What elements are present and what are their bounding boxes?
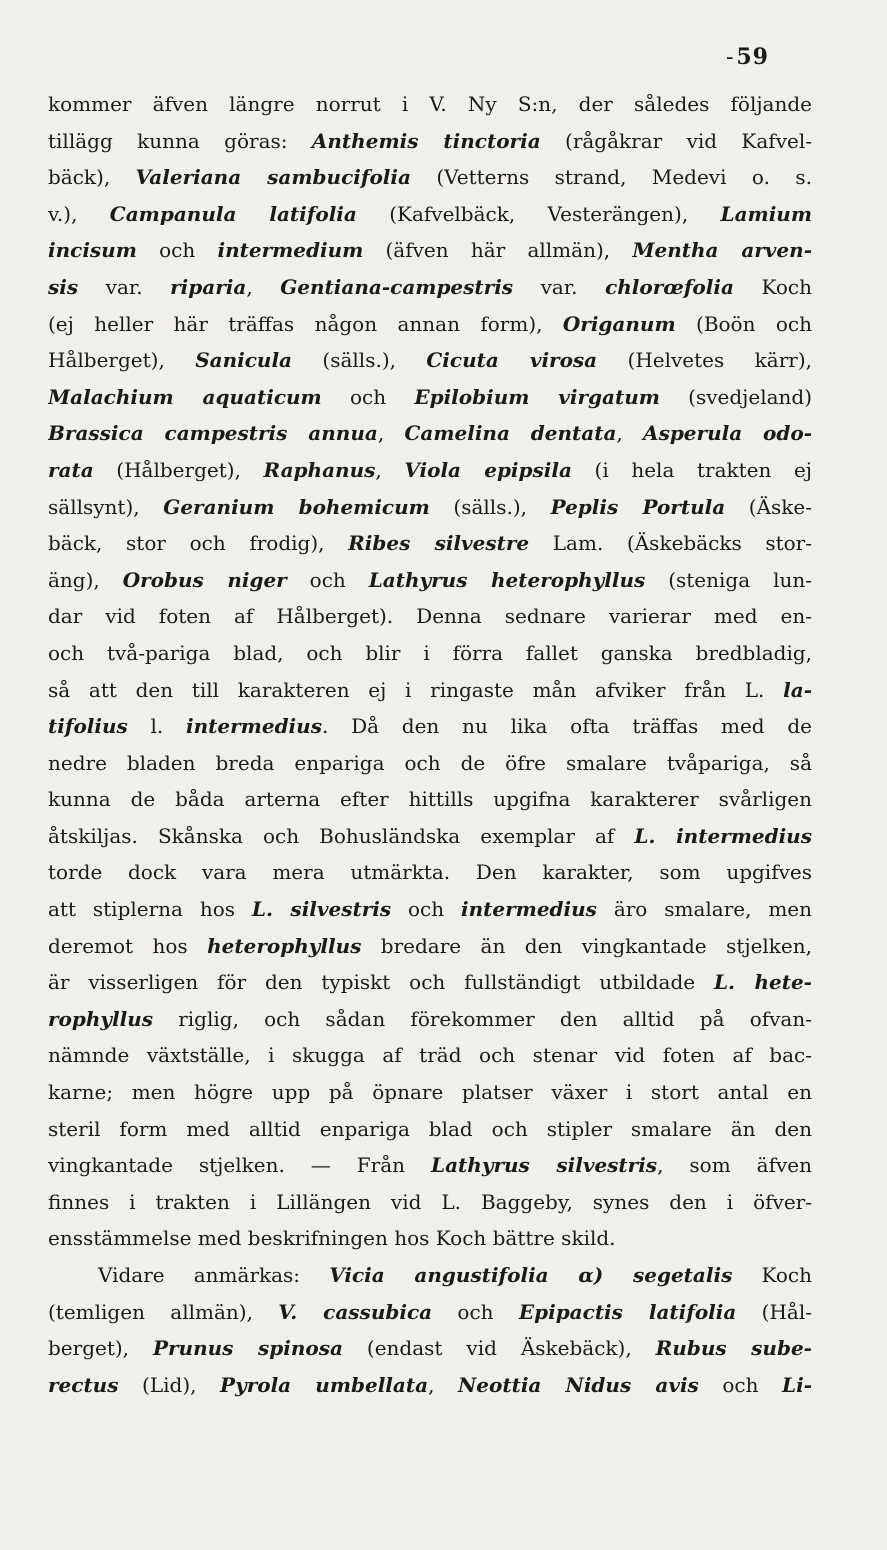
species-name: Geranium bohemicum <box>163 494 430 519</box>
text-line <box>48 269 812 306</box>
species-name: Prunus spinosa <box>152 1336 343 1361</box>
text-line <box>48 232 812 269</box>
text-segment: åtskiljas. Skånska och Bohusländska exemplar af <box>48 823 635 848</box>
text-line <box>48 818 812 855</box>
text-segment: (sälls.), <box>429 494 551 519</box>
species-name: Lamium <box>720 201 812 226</box>
species-name: Raphanus <box>263 457 376 482</box>
text-line <box>48 598 812 635</box>
species-name: Campanula latifolia <box>109 201 357 226</box>
species-name: L. intermedius <box>634 823 812 848</box>
text-segment: och <box>432 1299 519 1324</box>
text-segment: och två-pariga blad, och blir i förra fallet ganska bredbladig, <box>48 640 812 665</box>
text-segment: karne; men högre upp på öpnare platser växer i stort antal en <box>48 1080 812 1105</box>
page-number-value: 59 <box>736 44 769 70</box>
text-segment: (äfven här allmän), <box>363 238 633 263</box>
text-segment: äng), <box>48 567 123 592</box>
text-segment: l. <box>127 714 187 739</box>
species-name: intermedius <box>186 714 322 739</box>
text-segment: och <box>698 1372 783 1397</box>
text-segment: (Boön och <box>675 311 812 336</box>
species-name: Origanum <box>562 311 676 336</box>
text-line <box>48 1294 812 1331</box>
text-segment: . Då den nu lika ofta träffas med de <box>321 714 812 739</box>
text-segment: var. <box>513 274 606 299</box>
text-line <box>48 1074 812 1111</box>
text-segment: (Hål- <box>736 1299 812 1324</box>
species-name: tifolius <box>48 714 128 739</box>
text-segment: så att den till karakteren ej i ringaste mån afviker från L. <box>48 677 784 702</box>
text-line <box>48 1367 812 1404</box>
text-segment: (endast vid Äskebäck), <box>342 1336 656 1361</box>
text-segment: dar vid foten af Hålberget). Denna sednare varierar med en- <box>48 604 812 629</box>
text-segment: (Äske- <box>725 494 812 519</box>
text-segment: Koch <box>732 1263 812 1287</box>
text-line <box>48 964 812 1001</box>
text-line <box>48 159 812 196</box>
body-text <box>48 86 812 1403</box>
text-segment: (Vetterns strand, Medevi o. s. <box>410 165 812 190</box>
text-segment: finnes i trakten i Lillängen vid L. Baggeby, synes den i öfver- <box>48 1189 812 1214</box>
text-line <box>48 1220 812 1257</box>
text-line <box>48 891 812 928</box>
species-name: Camelina dentata <box>404 421 617 446</box>
species-name: Gentiana-campestris <box>280 274 514 299</box>
text-segment: bredare än den vingkantade stjelken, <box>361 933 812 958</box>
species-name: heterophyllus <box>207 933 362 958</box>
text-segment: berget), <box>48 1336 153 1361</box>
text-line <box>48 123 812 160</box>
species-name: Epilobium virgatum <box>414 384 660 409</box>
text-segment: steril form med alltid enpariga blad och stipler smalare än den <box>48 1116 812 1141</box>
text-segment: riglig, och sådan förekommer den alltid på ofvan- <box>153 1006 812 1031</box>
species-name: Orobus niger <box>122 567 287 592</box>
text-segment: ensstämmelse med beskrifningen hos Koch bättre skild. <box>48 1226 616 1251</box>
text-line <box>48 781 812 818</box>
text-line <box>48 745 812 782</box>
species-name: Pyrola umbellata <box>220 1372 429 1397</box>
species-name: Anthemis tinctoria <box>311 128 541 153</box>
text-segment: och <box>321 384 415 409</box>
text-line <box>48 708 812 745</box>
text-line <box>48 635 812 672</box>
text-line <box>48 1257 812 1294</box>
text-segment: (ej heller här träffas någon annan form), <box>48 311 563 336</box>
text-segment: och <box>391 897 462 922</box>
text-segment: (temligen allmän), <box>48 1299 279 1324</box>
text-segment: , <box>246 274 281 299</box>
text-segment: bäck), <box>48 165 136 190</box>
species-name: Neottia Nidus avis <box>458 1372 699 1397</box>
species-name: Brassica campestris annua <box>48 421 378 446</box>
species-name: L. silvestris <box>251 897 392 922</box>
text-line <box>48 452 812 489</box>
text-segment: är visserligen för den typiskt och fullständigt utbildade <box>48 970 714 995</box>
species-name: rata <box>48 457 94 482</box>
text-segment: Koch <box>733 274 812 299</box>
species-name: Peplis Portula <box>550 494 726 519</box>
species-name: Lathyrus heterophyllus <box>368 567 646 592</box>
text-segment: kunna de båda arterna efter hittills upgifna karakterer svårligen <box>48 787 812 812</box>
text-segment: torde dock vara mera utmärkta. Den karakter, som upgifves <box>48 860 812 885</box>
text-segment: och <box>136 238 218 263</box>
species-name: Viola epipsila <box>404 457 572 482</box>
species-name: sis <box>48 274 79 299</box>
text-line <box>48 1184 812 1221</box>
text-segment: , <box>428 1372 458 1397</box>
species-name: intermedius <box>461 897 597 922</box>
text-line <box>48 196 812 233</box>
text-line <box>48 1330 812 1367</box>
text-segment: , <box>375 457 405 482</box>
species-name: Ribes silvestre <box>348 531 530 556</box>
text-segment: (i hela trakten ej <box>571 457 812 482</box>
species-name: Vicia angustifolia α) segetalis <box>329 1263 733 1287</box>
text-segment: och <box>286 567 369 592</box>
page-number <box>726 44 769 70</box>
text-line <box>48 86 812 123</box>
species-name: Malachium aquaticum <box>48 384 322 409</box>
text-segment: deremot hos <box>48 933 208 958</box>
text-segment: tillägg kunna göras: <box>48 128 312 153</box>
species-name: chlorœfolia <box>605 274 734 299</box>
text-segment: kommer äfven längre norrut i V. Ny S:n, der således följande <box>48 92 812 116</box>
text-segment: (Kafvelbäck, Vesterängen), <box>356 201 721 226</box>
text-segment: vingkantade stjelken. — Från <box>48 1153 432 1178</box>
text-segment: (Helvetes kärr), <box>597 348 812 373</box>
text-segment: sällsynt), <box>48 494 164 519</box>
text-line <box>48 562 812 599</box>
text-segment: Hålberget), <box>48 348 196 373</box>
species-name: V. cassubica <box>278 1299 433 1324</box>
species-name: Asperula odo- <box>643 421 812 446</box>
text-line <box>48 379 812 416</box>
text-line <box>48 854 812 891</box>
text-segment: bäck, stor och frodig), <box>48 531 349 556</box>
species-name: Mentha arven- <box>632 238 812 263</box>
species-name: Sanicula <box>195 348 293 373</box>
species-name: L. hete- <box>713 970 812 995</box>
text-line <box>48 489 812 526</box>
text-segment: var. <box>78 274 171 299</box>
species-name: Lathyrus silvestris <box>431 1153 658 1178</box>
text-segment: Lam. (Äskebäcks stor- <box>529 531 812 556</box>
species-name: Cicuta virosa <box>426 348 598 373</box>
species-name: rophyllus <box>48 1006 154 1031</box>
text-line <box>48 1111 812 1148</box>
species-name: Rubus sube- <box>655 1336 812 1361</box>
text-segment: äro smalare, men <box>596 897 812 922</box>
text-line <box>48 1147 812 1184</box>
text-line <box>48 415 812 452</box>
species-name: incisum <box>48 238 137 263</box>
text-segment: att stiplerna hos <box>48 897 252 922</box>
species-name: la- <box>783 677 812 702</box>
page-number-dash: - <box>725 45 735 70</box>
text-line <box>48 928 812 965</box>
text-segment: (rågåkrar vid Kafvel- <box>540 128 812 153</box>
text-segment: nedre bladen breda enpariga och de öfre smalare tvåpariga, så <box>48 750 812 775</box>
text-line <box>48 525 812 562</box>
text-segment: (svedjeland) <box>659 384 812 409</box>
text-line <box>48 1037 812 1074</box>
species-name: intermedium <box>217 238 364 263</box>
species-name: rectus <box>48 1372 119 1397</box>
text-line <box>48 1001 812 1038</box>
text-line <box>48 342 812 379</box>
text-segment: nämnde växtställe, i skugga af träd och stenar vid foten af bac- <box>48 1043 812 1068</box>
text-line <box>48 672 812 709</box>
species-name: Valeriana sambucifolia <box>135 165 411 190</box>
text-segment: (Lid), <box>118 1372 221 1397</box>
text-segment: (steniga lun- <box>645 567 812 592</box>
text-segment: , <box>377 421 405 446</box>
text-segment: v.), <box>48 201 110 226</box>
species-name: Li- <box>782 1372 812 1397</box>
text-line <box>48 306 812 343</box>
text-segment: Vidare anmärkas: <box>98 1263 330 1287</box>
text-segment: (Hålberget), <box>93 457 264 482</box>
text-segment: , <box>616 421 644 446</box>
text-segment: , som äfven <box>657 1153 812 1178</box>
text-segment: (sälls.), <box>292 348 427 373</box>
species-name: Epipactis latifolia <box>518 1299 737 1324</box>
species-name: riparia <box>170 274 247 299</box>
